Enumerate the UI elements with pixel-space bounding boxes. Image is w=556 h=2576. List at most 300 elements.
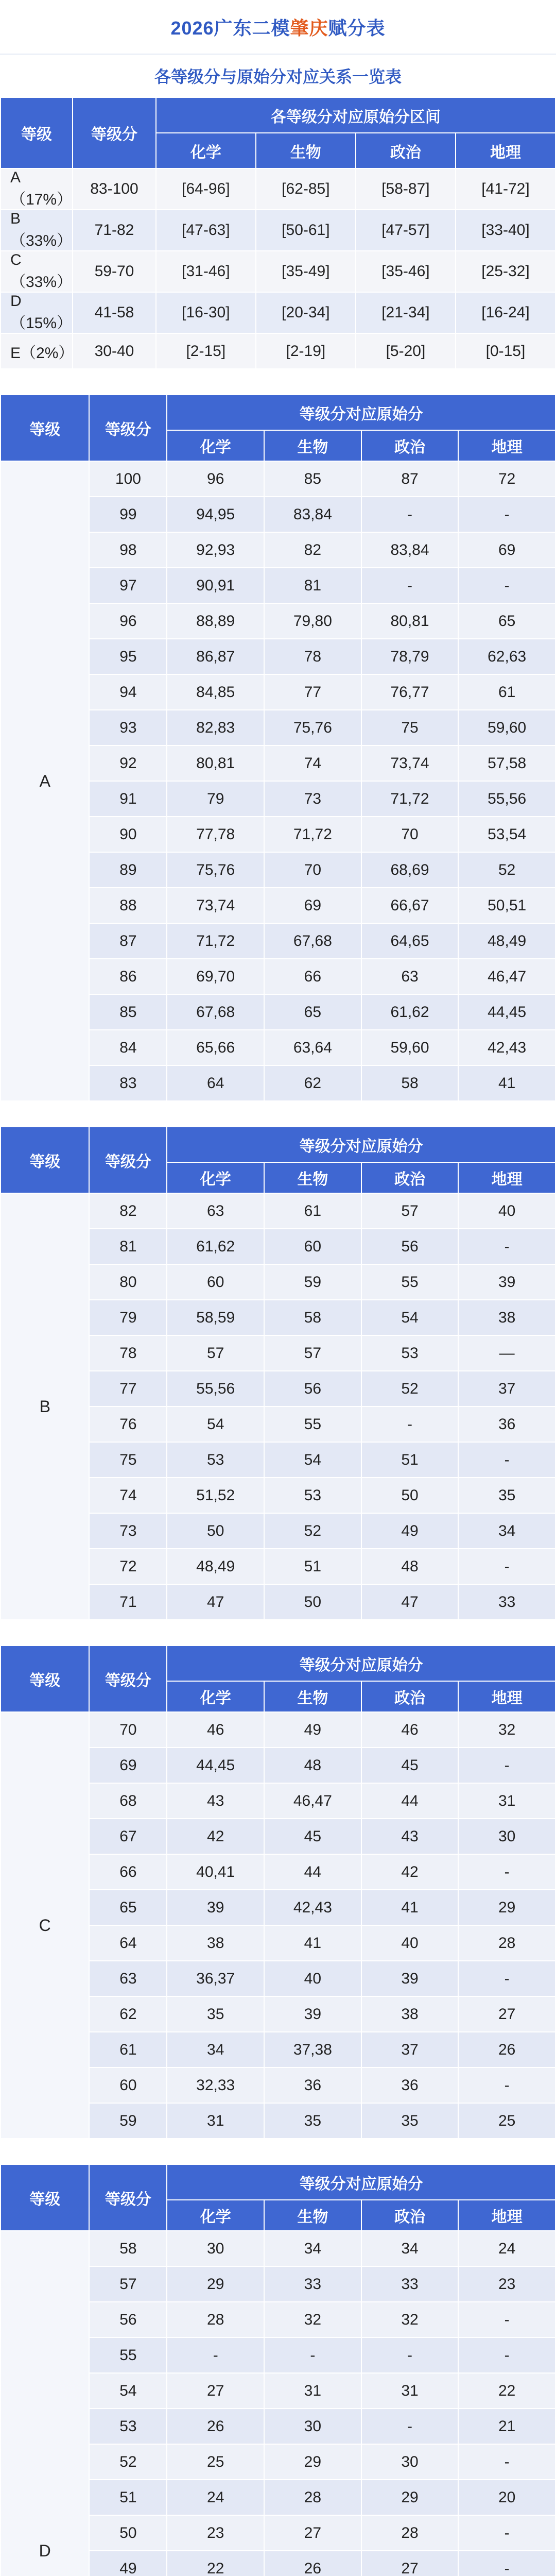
raw-score-cell: 30	[361, 2444, 459, 2480]
raw-score-cell: 80,81	[361, 603, 459, 639]
raw-score-cell: 50,51	[458, 888, 555, 923]
summary-range-cell: [35-46]	[356, 251, 456, 292]
raw-score-cell: 49	[264, 1712, 361, 1748]
raw-score-cell: 79,80	[264, 603, 361, 639]
raw-score-cell: 40	[458, 1193, 555, 1229]
score-cell: 54	[89, 2373, 167, 2409]
score-cell: 75	[89, 1442, 167, 1478]
raw-score-cell: 52	[264, 1513, 361, 1549]
score-cell: 96	[89, 603, 167, 639]
score-cell: 59	[89, 2103, 167, 2139]
score-cell: 71	[89, 1584, 167, 1620]
raw-score-cell: 69,70	[167, 959, 264, 994]
raw-score-cell: 23	[167, 2515, 264, 2551]
header-span: 等级分对应原始分	[167, 1127, 555, 1162]
score-cell: 81	[89, 1229, 167, 1264]
score-cell: 99	[89, 497, 167, 532]
score-cell: 52	[89, 2444, 167, 2480]
raw-score-cell: 61,62	[167, 1229, 264, 1264]
raw-score-cell: 31	[458, 1783, 555, 1819]
raw-score-cell: 48,49	[167, 1549, 264, 1584]
header-subject: 化学	[167, 2200, 264, 2231]
raw-score-cell: 37	[458, 1371, 555, 1406]
raw-score-cell: 42	[361, 1854, 459, 1890]
header-subject: 政治	[361, 2200, 459, 2231]
score-cell: 97	[89, 568, 167, 603]
header-subject: 地理	[458, 1681, 555, 1712]
raw-score-cell: 96	[167, 461, 264, 497]
score-cell: 49	[89, 2551, 167, 2576]
raw-score-cell: 21	[458, 2409, 555, 2444]
raw-score-cell: 87	[361, 461, 459, 497]
score-cell: 73	[89, 1513, 167, 1549]
raw-score-cell: -	[458, 1442, 555, 1478]
raw-score-cell: 45	[264, 1819, 361, 1854]
raw-score-cell: -	[458, 2551, 555, 2576]
summary-row	[1, 251, 555, 292]
raw-score-cell: 26	[167, 2409, 264, 2444]
header-span: 等级分对应原始分	[167, 395, 555, 430]
header-subject: 地理	[458, 2200, 555, 2231]
raw-score-cell: 28	[167, 2302, 264, 2337]
header-subject: 化学	[167, 430, 264, 461]
summary-table	[0, 55, 556, 369]
raw-score-cell: 57	[264, 1335, 361, 1371]
raw-score-cell: 39	[458, 1264, 555, 1300]
raw-score-cell: 43	[167, 1783, 264, 1819]
header-grade: 等级	[1, 1646, 89, 1712]
raw-score-cell: 28	[458, 1925, 555, 1961]
summary-range-cell: [16-24]	[456, 292, 555, 333]
raw-score-cell: 26	[458, 2032, 555, 2067]
raw-score-cell: -	[458, 2067, 555, 2103]
header-subject: 政治	[356, 133, 456, 168]
score-cell: 91	[89, 781, 167, 817]
score-cell: 69	[89, 1748, 167, 1783]
raw-score-cell: 69	[264, 888, 361, 923]
score-cell: 67	[89, 1819, 167, 1854]
raw-score-cell: 33	[458, 1584, 555, 1620]
raw-score-cell: 39	[361, 1961, 459, 1996]
score-cell: 85	[89, 994, 167, 1030]
raw-score-cell: 61	[264, 1193, 361, 1229]
raw-score-cell: 41	[264, 1925, 361, 1961]
score-cell: 86	[89, 959, 167, 994]
score-cell: 78	[89, 1335, 167, 1371]
raw-score-cell: -	[458, 1748, 555, 1783]
raw-score-cell: 66,67	[361, 888, 459, 923]
raw-score-cell: 24	[458, 2231, 555, 2266]
raw-score-cell: 42,43	[264, 1890, 361, 1925]
score-cell: 80	[89, 1264, 167, 1300]
raw-score-cell: 72	[458, 461, 555, 497]
raw-score-cell: 52	[458, 852, 555, 888]
score-cell: 94	[89, 674, 167, 710]
raw-score-cell: 85	[264, 461, 361, 497]
raw-score-cell: 40	[361, 1925, 459, 1961]
raw-score-cell: 53,54	[458, 817, 555, 852]
score-cell: 100	[89, 461, 167, 497]
raw-score-cell: 55,56	[167, 1371, 264, 1406]
raw-score-cell: 36	[264, 2067, 361, 2103]
raw-score-cell: 26	[264, 2551, 361, 2576]
title-prefix: 2026广东二模	[170, 17, 290, 39]
raw-score-cell: 43	[361, 1819, 459, 1854]
raw-score-cell: 35	[458, 1478, 555, 1513]
grade-cell: A	[1, 461, 89, 1101]
raw-score-cell: 58	[361, 1065, 459, 1101]
raw-score-cell: 81	[264, 568, 361, 603]
raw-score-cell: 34	[264, 2231, 361, 2266]
raw-score-cell: -	[458, 2515, 555, 2551]
summary-grade-cell: C（33%）	[1, 251, 73, 292]
raw-score-cell: 38	[167, 1925, 264, 1961]
raw-score-cell: 44	[361, 1783, 459, 1819]
raw-score-cell: 56	[361, 1229, 459, 1264]
score-cell: 93	[89, 710, 167, 745]
conversion-table	[0, 394, 556, 1101]
header-subject: 生物	[264, 430, 361, 461]
score-cell: 66	[89, 1854, 167, 1890]
raw-score-cell: 41	[361, 1890, 459, 1925]
summary-row	[1, 210, 555, 251]
score-cell: 98	[89, 532, 167, 568]
raw-score-cell: 25	[458, 2103, 555, 2139]
raw-score-cell: -	[458, 2337, 555, 2373]
raw-score-cell: 77,78	[167, 817, 264, 852]
score-cell: 62	[89, 1996, 167, 2032]
score-cell: 55	[89, 2337, 167, 2373]
header-subject: 地理	[458, 430, 555, 461]
raw-score-cell: -	[458, 497, 555, 532]
raw-score-cell: 51,52	[167, 1478, 264, 1513]
raw-score-cell: 75,76	[167, 852, 264, 888]
raw-score-cell: 27	[458, 1996, 555, 2032]
raw-score-cell: 23	[458, 2266, 555, 2302]
summary-grade-cell: E（2%）	[1, 333, 73, 369]
score-cell: 70	[89, 1712, 167, 1748]
header-subject: 生物	[264, 2200, 361, 2231]
raw-score-cell: 48	[264, 1748, 361, 1783]
header-grade: 等级	[1, 2164, 89, 2231]
raw-score-cell: -	[361, 1406, 459, 1442]
summary-score-cell: 83-100	[73, 168, 156, 210]
raw-score-cell: 53	[264, 1478, 361, 1513]
raw-score-cell: 37,38	[264, 2032, 361, 2067]
score-cell: 89	[89, 852, 167, 888]
raw-score-cell: 54	[167, 1406, 264, 1442]
title-suffix: 赋分表	[328, 17, 386, 39]
score-cell: 90	[89, 817, 167, 852]
raw-score-cell: 33	[264, 2266, 361, 2302]
summary-grade-cell: B（33%）	[1, 210, 73, 251]
raw-score-cell: -	[458, 2444, 555, 2480]
raw-score-cell: —	[458, 1335, 555, 1371]
score-cell: 79	[89, 1300, 167, 1335]
header-subject: 生物	[264, 1681, 361, 1712]
score-cell: 92	[89, 745, 167, 781]
header-score: 等级分	[89, 1646, 167, 1712]
raw-score-cell: 63,64	[264, 1030, 361, 1065]
header-score: 等级分	[89, 2164, 167, 2231]
score-cell: 87	[89, 923, 167, 959]
raw-score-cell: 30	[264, 2409, 361, 2444]
raw-score-cell: 86,87	[167, 639, 264, 674]
score-cell: 77	[89, 1371, 167, 1406]
raw-score-cell: 34	[167, 2032, 264, 2067]
raw-score-cell: 92,93	[167, 532, 264, 568]
summary-range-cell: [0-15]	[456, 333, 555, 369]
score-cell: 74	[89, 1478, 167, 1513]
raw-score-cell: 22	[458, 2373, 555, 2409]
raw-score-cell: 29	[458, 1890, 555, 1925]
raw-score-cell: 90,91	[167, 568, 264, 603]
raw-score-cell: 49	[361, 1513, 459, 1549]
raw-score-cell: 83,84	[264, 497, 361, 532]
summary-range-cell: [16-30]	[156, 292, 256, 333]
raw-score-cell: 31	[264, 2373, 361, 2409]
raw-score-cell: 51	[361, 1442, 459, 1478]
raw-score-cell: -	[264, 2337, 361, 2373]
raw-score-cell: 44,45	[167, 1748, 264, 1783]
raw-score-cell: 24	[167, 2480, 264, 2515]
raw-score-cell: 38	[361, 1996, 459, 2032]
raw-score-cell: 59	[264, 1264, 361, 1300]
header-subject: 化学	[156, 133, 256, 168]
raw-score-cell: 50	[167, 1513, 264, 1549]
raw-score-cell: 63	[167, 1193, 264, 1229]
raw-score-cell: 70	[361, 817, 459, 852]
header-subject: 生物	[264, 1162, 361, 1193]
summary-score-cell: 41-58	[73, 292, 156, 333]
raw-score-cell: 52	[361, 1371, 459, 1406]
raw-score-cell: 35	[264, 2103, 361, 2139]
raw-score-cell: 20	[458, 2480, 555, 2515]
raw-score-cell: 37	[361, 2032, 459, 2067]
summary-body	[1, 168, 555, 369]
raw-score-cell: 71,72	[264, 817, 361, 852]
header-span: 各等级分对应原始分区间	[156, 97, 555, 133]
score-cell: 61	[89, 2032, 167, 2067]
header-subject: 生物	[256, 133, 356, 168]
raw-score-cell: 79	[167, 781, 264, 817]
raw-score-cell: 27	[264, 2515, 361, 2551]
score-cell: 53	[89, 2409, 167, 2444]
score-cell: 76	[89, 1406, 167, 1442]
raw-score-cell: 32	[264, 2302, 361, 2337]
summary-caption: 各等级分与原始分对应关系一览表	[154, 67, 402, 86]
header-score: 等级分	[73, 97, 156, 168]
summary-range-cell: [31-46]	[156, 251, 256, 292]
conversion-section	[0, 394, 556, 2576]
raw-score-cell: 29	[167, 2266, 264, 2302]
raw-score-cell: 27	[361, 2551, 459, 2576]
raw-score-cell: 65	[264, 994, 361, 1030]
summary-range-cell: [25-32]	[456, 251, 555, 292]
raw-score-cell: 30	[167, 2231, 264, 2266]
summary-range-cell: [62-85]	[256, 168, 356, 210]
raw-score-cell: 66	[264, 959, 361, 994]
conversion-table	[0, 1126, 556, 1620]
score-cell: 60	[89, 2067, 167, 2103]
header-grade: 等级	[1, 395, 89, 461]
score-cell: 51	[89, 2480, 167, 2515]
raw-score-cell: 54	[361, 1300, 459, 1335]
raw-score-cell: 39	[264, 1996, 361, 2032]
raw-score-cell: 70	[264, 852, 361, 888]
raw-score-cell: 54	[264, 1442, 361, 1478]
raw-score-cell: 65	[458, 603, 555, 639]
raw-score-cell: 78,79	[361, 639, 459, 674]
conversion-table	[0, 2164, 556, 2576]
raw-score-cell: 36	[458, 1406, 555, 1442]
raw-score-cell: 82	[264, 532, 361, 568]
raw-score-cell: 69	[458, 532, 555, 568]
summary-range-cell: [64-96]	[156, 168, 256, 210]
raw-score-cell: 46	[167, 1712, 264, 1748]
raw-score-cell: 48	[361, 1549, 459, 1584]
summary-grade-cell: D（15%）	[1, 292, 73, 333]
raw-score-cell: 46,47	[458, 959, 555, 994]
raw-score-cell: 62	[264, 1065, 361, 1101]
table-row	[1, 1712, 555, 1748]
raw-score-cell: 22	[167, 2551, 264, 2576]
summary-range-cell: [33-40]	[456, 210, 555, 251]
raw-score-cell: -	[361, 2409, 459, 2444]
raw-score-cell: -	[361, 568, 459, 603]
raw-score-cell: 64,65	[361, 923, 459, 959]
conversion-table	[0, 1645, 556, 2139]
summary-row	[1, 292, 555, 333]
raw-score-cell: 35	[167, 1996, 264, 2032]
title-accent: 肇庆	[290, 17, 328, 39]
raw-score-cell: 55,56	[458, 781, 555, 817]
raw-score-cell: 53	[167, 1442, 264, 1478]
raw-score-cell: 73,74	[361, 745, 459, 781]
raw-score-cell: 55	[264, 1406, 361, 1442]
header-subject: 政治	[361, 1681, 459, 1712]
raw-score-cell: 88,89	[167, 603, 264, 639]
raw-score-cell: 67,68	[167, 994, 264, 1030]
summary-range-cell: [47-63]	[156, 210, 256, 251]
raw-score-cell: 62,63	[458, 639, 555, 674]
raw-score-cell: 50	[264, 1584, 361, 1620]
raw-score-cell: 33	[361, 2266, 459, 2302]
table-row	[1, 2231, 555, 2266]
summary-range-cell: [20-34]	[256, 292, 356, 333]
raw-score-cell: 41	[458, 1065, 555, 1101]
summary-grade-cell: A（17%）	[1, 168, 73, 210]
raw-score-cell: 75	[361, 710, 459, 745]
summary-range-cell: [35-49]	[256, 251, 356, 292]
raw-score-cell: 55	[361, 1264, 459, 1300]
raw-score-cell: 53	[361, 1335, 459, 1371]
score-cell: 72	[89, 1549, 167, 1584]
summary-range-cell: [58-87]	[356, 168, 456, 210]
raw-score-cell: 40,41	[167, 1854, 264, 1890]
score-cell: 50	[89, 2515, 167, 2551]
raw-score-cell: -	[361, 2337, 459, 2373]
raw-score-cell: 47	[361, 1584, 459, 1620]
score-cell: 65	[89, 1890, 167, 1925]
raw-score-cell: 38	[458, 1300, 555, 1335]
raw-score-cell: 32	[458, 1712, 555, 1748]
raw-score-cell: 73,74	[167, 888, 264, 923]
raw-score-cell: 42,43	[458, 1030, 555, 1065]
raw-score-cell: 58,59	[167, 1300, 264, 1335]
score-cell: 84	[89, 1030, 167, 1065]
summary-range-cell: [50-61]	[256, 210, 356, 251]
raw-score-cell: 29	[264, 2444, 361, 2480]
raw-score-cell: 44,45	[458, 994, 555, 1030]
raw-score-cell: 48,49	[458, 923, 555, 959]
header-score: 等级分	[89, 395, 167, 461]
raw-score-cell: -	[458, 1229, 555, 1264]
summary-range-cell: [5-20]	[356, 333, 456, 369]
header-subject: 地理	[456, 133, 555, 168]
score-cell: 64	[89, 1925, 167, 1961]
summary-section	[0, 55, 556, 369]
header-grade: 等级	[1, 1127, 89, 1193]
header-grade: 等级	[1, 97, 73, 168]
raw-score-cell: 47	[167, 1584, 264, 1620]
summary-score-cell: 71-82	[73, 210, 156, 251]
raw-score-cell: 31	[167, 2103, 264, 2139]
raw-score-cell: 32,33	[167, 2067, 264, 2103]
raw-score-cell: 61	[458, 674, 555, 710]
raw-score-cell: 61,62	[361, 994, 459, 1030]
raw-score-cell: 84,85	[167, 674, 264, 710]
raw-score-cell: 39	[167, 1890, 264, 1925]
grade-cell: D	[1, 2231, 89, 2576]
header-span: 等级分对应原始分	[167, 1646, 555, 1681]
score-cell: 88	[89, 888, 167, 923]
raw-score-cell: -	[458, 568, 555, 603]
raw-score-cell: 94,95	[167, 497, 264, 532]
table-row	[1, 1193, 555, 1229]
raw-score-cell: 75,76	[264, 710, 361, 745]
summary-range-cell: [21-34]	[356, 292, 456, 333]
raw-score-cell: 74	[264, 745, 361, 781]
grade-cell: C	[1, 1712, 89, 2139]
raw-score-cell: 71,72	[361, 781, 459, 817]
raw-score-cell: 57	[361, 1193, 459, 1229]
raw-score-cell: 28	[361, 2515, 459, 2551]
raw-score-cell: 46,47	[264, 1783, 361, 1819]
raw-score-cell: 36	[361, 2067, 459, 2103]
raw-score-cell: 42	[167, 1819, 264, 1854]
score-cell: 68	[89, 1783, 167, 1819]
raw-score-cell: 31	[361, 2373, 459, 2409]
raw-score-cell: 58	[264, 1300, 361, 1335]
score-cell: 58	[89, 2231, 167, 2266]
raw-score-cell: -	[167, 2337, 264, 2373]
grade-cell: B	[1, 1193, 89, 1620]
conversion-block-A	[0, 394, 556, 1101]
raw-score-cell: 40	[264, 1961, 361, 1996]
raw-score-cell: 57	[167, 1335, 264, 1371]
raw-score-cell: 83,84	[361, 532, 459, 568]
score-cell: 63	[89, 1961, 167, 1996]
raw-score-cell: 65,66	[167, 1030, 264, 1065]
raw-score-cell: 34	[458, 1513, 555, 1549]
header-subject: 化学	[167, 1681, 264, 1712]
score-cell: 57	[89, 2266, 167, 2302]
raw-score-cell: 56	[264, 1371, 361, 1406]
score-cell: 56	[89, 2302, 167, 2337]
header-subject: 政治	[361, 430, 459, 461]
raw-score-cell: 78	[264, 639, 361, 674]
